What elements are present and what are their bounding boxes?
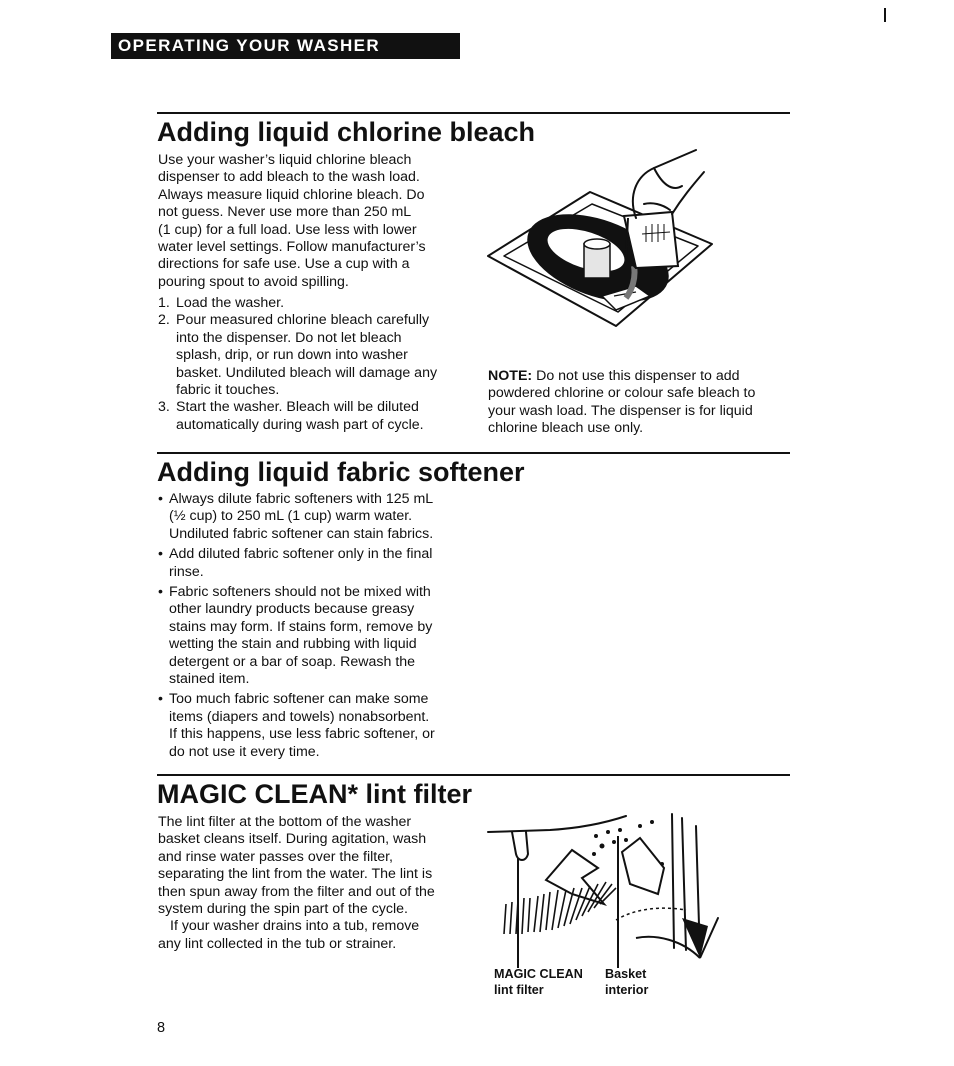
step-number: 2. [158, 312, 170, 329]
text-line: then spun away from the filter and out of the [158, 883, 435, 900]
text-line: powdered chlorine or colour safe bleach to [488, 385, 756, 402]
text-line: (1 cup) for a full load. Use less with lower [158, 221, 417, 238]
text-line: Use your washer’s liquid chlorine bleach [158, 152, 412, 168]
text-line: basket cleans itself. During agitation, wash [158, 831, 427, 848]
lint-title: MAGIC CLEAN* lint filter [157, 779, 472, 809]
text-line: separating the lint from the water. The lint is [158, 866, 433, 883]
page-number: 8 [157, 1020, 166, 1036]
lint-filter-illustration [486, 808, 722, 968]
text-line: directions for safe use. Use a cup with a [158, 256, 410, 273]
bleach-title: Adding liquid chlorine bleach [157, 117, 536, 147]
text-line: your wash load. The dispenser is for liquid [488, 402, 753, 419]
caption-lint-filter [494, 966, 583, 998]
text-line: (½ cup) to 250 mL (1 cup) warm water. [169, 508, 413, 525]
text-line: Always measure liquid chlorine bleach. Do [158, 186, 425, 203]
text-line: pouring spout to avoid spilling. [158, 273, 349, 290]
text-line: fabric it touches. [176, 382, 280, 399]
text-line: any lint collected in the tub or strainer. [158, 935, 397, 952]
text-line: system during the spin part of the cycle. [158, 901, 408, 918]
text-line: water level settings. Follow manufacturer’s [158, 239, 426, 256]
text-line: Start the washer. Bleach will be diluted [176, 399, 419, 416]
section-rule-bleach [157, 112, 790, 114]
text-line: automatically during wash part of cycle. [176, 416, 424, 433]
text-line: and rinse water passes over the filter, [158, 848, 394, 865]
text-line: Pour measured chlorine bleach carefully [176, 312, 430, 329]
step-item [158, 295, 468, 312]
list-item [158, 691, 468, 761]
text-line: other laundry products because greasy [169, 601, 415, 618]
text-line [488, 368, 788, 385]
caption-line: MAGIC CLEAN [494, 967, 583, 981]
text-line: items (diapers and towels) nonabsorbent. [169, 708, 430, 725]
softener-list [158, 491, 468, 761]
text-line: dispenser to add bleach to the wash load. [158, 169, 420, 186]
text-line: chlorine bleach use only. [488, 420, 644, 437]
list-item [158, 546, 468, 581]
bullet-dot: • [158, 584, 163, 601]
bullet-dot: • [158, 691, 163, 708]
text-line: stained item. [169, 671, 250, 688]
list-item [158, 491, 468, 543]
softener-title: Adding liquid fabric softener [157, 457, 525, 487]
text-line: rinse. [169, 563, 204, 580]
text-line: into the dispenser. Do not let bleach [176, 329, 402, 346]
step-item [158, 312, 468, 399]
bleach-steps [158, 295, 468, 434]
bleach-note [488, 368, 788, 438]
text-line: stains may form. If stains form, remove by [169, 618, 433, 635]
bullet-dot: • [158, 546, 163, 563]
caption-line: interior [605, 983, 649, 997]
bleach-intro [158, 152, 468, 291]
caption-line: Basket [605, 967, 647, 981]
step-number: 3. [158, 399, 170, 416]
text-line: splash, drip, or run down into washer [176, 347, 408, 364]
text-line: Too much fabric softener can make some [169, 691, 429, 708]
text-line: Undiluted fabric softener can stain fabrics. [169, 525, 434, 542]
text-line: Load the washer. [176, 295, 285, 311]
text-line: The lint filter at the bottom of the washer [158, 814, 412, 830]
bleach-dispenser-illustration [486, 146, 716, 332]
text-line: wetting the stain and rubbing with liquid [169, 636, 417, 653]
text-line: If this happens, use less fabric softener, or [169, 726, 435, 743]
text-line: Add diluted fabric softener only in the final [169, 546, 433, 563]
corner-mark [884, 8, 886, 22]
caption-basket-interior [605, 966, 648, 998]
text-line: If your washer drains into a tub, remove [170, 918, 420, 935]
text-line: basket. Undiluted bleach will damage any [176, 364, 438, 381]
bullet-dot: • [158, 491, 163, 507]
step-item [158, 399, 468, 434]
text-line: do not use it every time. [169, 743, 320, 760]
step-number: 1. [158, 295, 170, 311]
lint-text [158, 814, 468, 953]
note-text: Do not use this dispenser to add [532, 368, 740, 384]
text-line: not guess. Never use more than 250 mL [158, 204, 412, 221]
note-label: NOTE: [488, 368, 533, 384]
text-line: Fabric softeners should not be mixed with [169, 584, 431, 601]
section-rule-lint [157, 774, 790, 776]
text-line: Always dilute fabric softeners with 125 mL [169, 491, 434, 507]
text-line: detergent or a bar of soap. Rewash the [169, 653, 416, 670]
caption-line: lint filter [494, 983, 544, 997]
section-header-label: OPERATING YOUR WASHER [118, 36, 381, 55]
list-item [158, 584, 468, 688]
section-rule-softener [157, 452, 790, 454]
